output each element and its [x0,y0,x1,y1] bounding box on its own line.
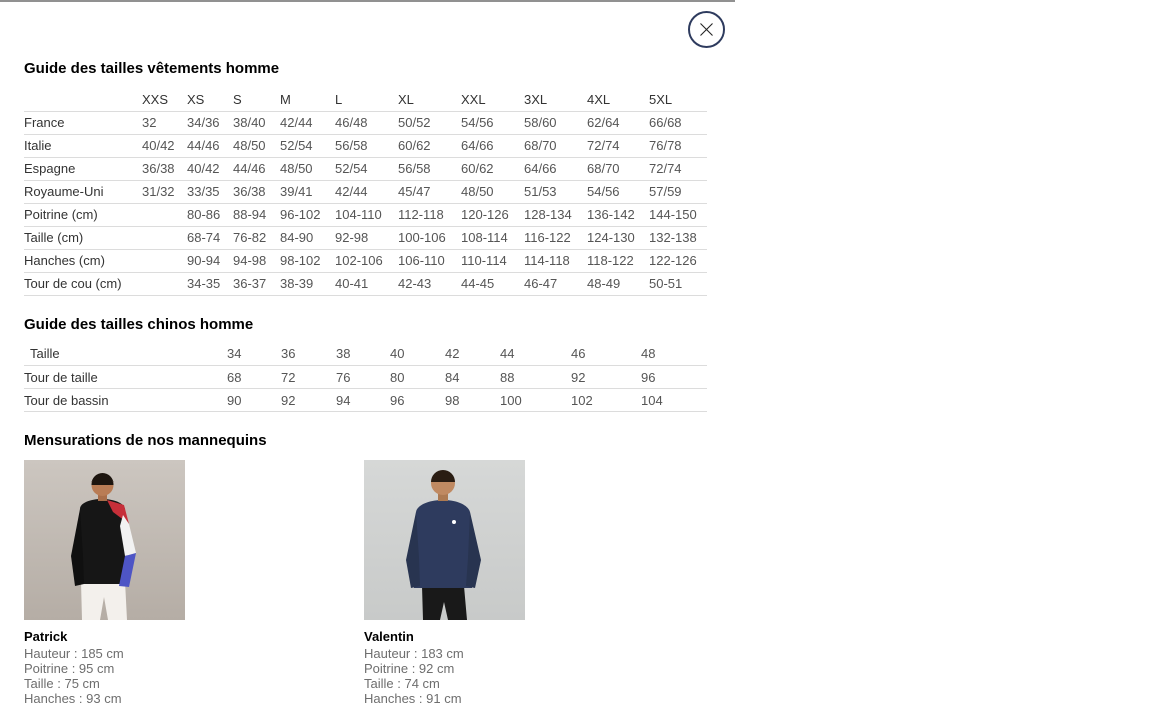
row-label: Tour de cou (cm) [24,272,142,295]
table-cell: 56/58 [398,157,461,180]
table-cell: 100 [500,389,571,412]
row-label: Taille [24,343,227,366]
table-cell: 80 [390,366,445,389]
table-cell: 56/58 [335,134,398,157]
row-label: Poitrine (cm) [24,203,142,226]
table-row [24,180,707,203]
table-cell: 72 [281,366,336,389]
table-cell: 44 [500,343,571,366]
column-header: 3XL [524,88,587,111]
model-card-patrick [24,460,364,706]
model-height: Hauteur : 183 cm [364,646,464,661]
table-cell: 40 [390,343,445,366]
table-cell: 48/50 [233,134,280,157]
table-row [24,249,707,272]
column-header: 5XL [649,88,707,111]
table-cell: 92 [281,389,336,412]
section-title-vetements: Guide des tailles vêtements homme [24,60,280,77]
column-header [24,88,142,111]
section-title-mannequins: Mensurations de nos mannequins [24,432,267,449]
table-cell: 38/40 [233,111,280,134]
table-cell: 32 [142,111,187,134]
row-label: Tour de bassin [24,389,227,412]
table-cell: 48-49 [587,272,649,295]
row-label: Taille (cm) [24,226,142,249]
model-card-valentin [364,460,704,706]
column-header: M [280,88,335,111]
table-cell: 98 [445,389,500,412]
table-cell: 68/70 [524,134,587,157]
table-cell: 34 [227,343,281,366]
table-cell: 94-98 [233,249,280,272]
column-header: L [335,88,398,111]
table-cell: 40/42 [142,134,187,157]
table-cell: 52/54 [335,157,398,180]
table-cell: 108-114 [461,226,524,249]
table-cell: 54/56 [587,180,649,203]
table-cell: 68/70 [587,157,649,180]
model-measurements [364,646,704,706]
table-cell [142,272,187,295]
table-cell: 44/46 [233,157,280,180]
model-photo-patrick [24,460,185,620]
table-cell: 48 [641,343,707,366]
model-waist: Taille : 74 cm [364,676,440,691]
table-row [24,226,707,249]
table-cell: 57/59 [649,180,707,203]
table-row [24,157,707,180]
row-label: Tour de taille [24,366,227,389]
table-row [24,134,707,157]
table-cell: 100-106 [398,226,461,249]
table-cell: 84-90 [280,226,335,249]
model-waist: Taille : 75 cm [24,676,100,691]
table-cell: 36-37 [233,272,280,295]
table-cell: 54/56 [461,111,524,134]
column-header: S [233,88,280,111]
table-cell: 62/64 [587,111,649,134]
mens-clothing-size-table [24,88,707,296]
table-cell: 42 [445,343,500,366]
table-cell: 48/50 [461,180,524,203]
table-cell: 94 [336,389,390,412]
table-row [24,389,707,412]
table-cell: 96-102 [280,203,335,226]
table-cell: 144-150 [649,203,707,226]
table-cell: 44-45 [461,272,524,295]
table-cell: 102 [571,389,641,412]
table-cell: 42/44 [280,111,335,134]
table-cell: 136-142 [587,203,649,226]
model-name: Valentin [364,629,414,644]
table-cell: 76-82 [233,226,280,249]
models-row [24,460,707,706]
table-cell: 39/41 [280,180,335,203]
table-cell: 33/35 [187,180,233,203]
row-label: Hanches (cm) [24,249,142,272]
table-cell: 88 [500,366,571,389]
table-cell: 102-106 [335,249,398,272]
table-cell: 90 [227,389,281,412]
table-cell: 64/66 [461,134,524,157]
table-cell: 96 [641,366,707,389]
table-cell: 42/44 [335,180,398,203]
row-label: Royaume-Uni [24,180,142,203]
table-cell: 38 [336,343,390,366]
table-cell: 128-134 [524,203,587,226]
table-cell: 76 [336,366,390,389]
table-cell: 72/74 [587,134,649,157]
table-cell: 80-86 [187,203,233,226]
table-cell: 124-130 [587,226,649,249]
table-cell: 110-114 [461,249,524,272]
table-cell: 106-110 [398,249,461,272]
table-cell: 40/42 [187,157,233,180]
table-cell: 60/62 [461,157,524,180]
table-cell: 120-126 [461,203,524,226]
table-row [24,111,707,134]
table-cell: 46-47 [524,272,587,295]
table-cell: 42-43 [398,272,461,295]
table-cell: 45/47 [398,180,461,203]
model-height: Hauteur : 185 cm [24,646,124,661]
table-row [24,366,707,389]
table-cell: 88-94 [233,203,280,226]
table-cell: 60/62 [398,134,461,157]
table-cell: 46/48 [335,111,398,134]
table-cell: 40-41 [335,272,398,295]
table-cell: 50-51 [649,272,707,295]
table-cell: 122-126 [649,249,707,272]
table-cell: 104-110 [335,203,398,226]
table-header-row [24,88,707,111]
mens-chinos-size-table [24,343,707,413]
column-header: XL [398,88,461,111]
table-cell: 118-122 [587,249,649,272]
table-cell: 51/53 [524,180,587,203]
table-cell: 72/74 [649,157,707,180]
column-header: XXS [142,88,187,111]
table-cell: 34-35 [187,272,233,295]
table-row [24,203,707,226]
table-cell: 116-122 [524,226,587,249]
model-measurements [24,646,364,706]
table-cell [142,203,187,226]
table-cell: 98-102 [280,249,335,272]
table-cell: 52/54 [280,134,335,157]
table-cell: 34/36 [187,111,233,134]
row-label: Italie [24,134,142,157]
model-hips: Hanches : 93 cm [24,691,122,706]
table-cell: 68-74 [187,226,233,249]
table-cell: 66/68 [649,111,707,134]
table-cell: 92-98 [335,226,398,249]
table-cell: 44/46 [187,134,233,157]
size-guide-content [24,0,707,706]
table-cell: 114-118 [524,249,587,272]
table-cell: 90-94 [187,249,233,272]
table-cell: 132-138 [649,226,707,249]
table-cell [142,226,187,249]
table-cell: 46 [571,343,641,366]
table-cell: 38-39 [280,272,335,295]
table-cell: 36/38 [142,157,187,180]
table-cell [142,249,187,272]
table-cell: 84 [445,366,500,389]
table-row [24,343,707,366]
table-cell: 48/50 [280,157,335,180]
column-header: 4XL [587,88,649,111]
model-hips: Hanches : 91 cm [364,691,462,706]
column-header: XS [187,88,233,111]
table-row [24,272,707,295]
table-cell: 36/38 [233,180,280,203]
section-title-chinos: Guide des tailles chinos homme [24,315,254,333]
table-cell: 36 [281,343,336,366]
row-label: France [24,111,142,134]
column-header: XXL [461,88,524,111]
table-cell: 68 [227,366,281,389]
table-cell: 58/60 [524,111,587,134]
model-name: Patrick [24,629,68,644]
table-cell: 31/32 [142,180,187,203]
model-chest: Poitrine : 95 cm [24,661,115,676]
table-cell: 112-118 [398,203,461,226]
model-chest: Poitrine : 92 cm [364,661,455,676]
row-label: Espagne [24,157,142,180]
table-cell: 50/52 [398,111,461,134]
table-cell: 76/78 [649,134,707,157]
model-photo-valentin [364,460,525,620]
table-cell: 96 [390,389,445,412]
table-cell: 92 [571,366,641,389]
table-cell: 64/66 [524,157,587,180]
table-cell: 104 [641,389,707,412]
